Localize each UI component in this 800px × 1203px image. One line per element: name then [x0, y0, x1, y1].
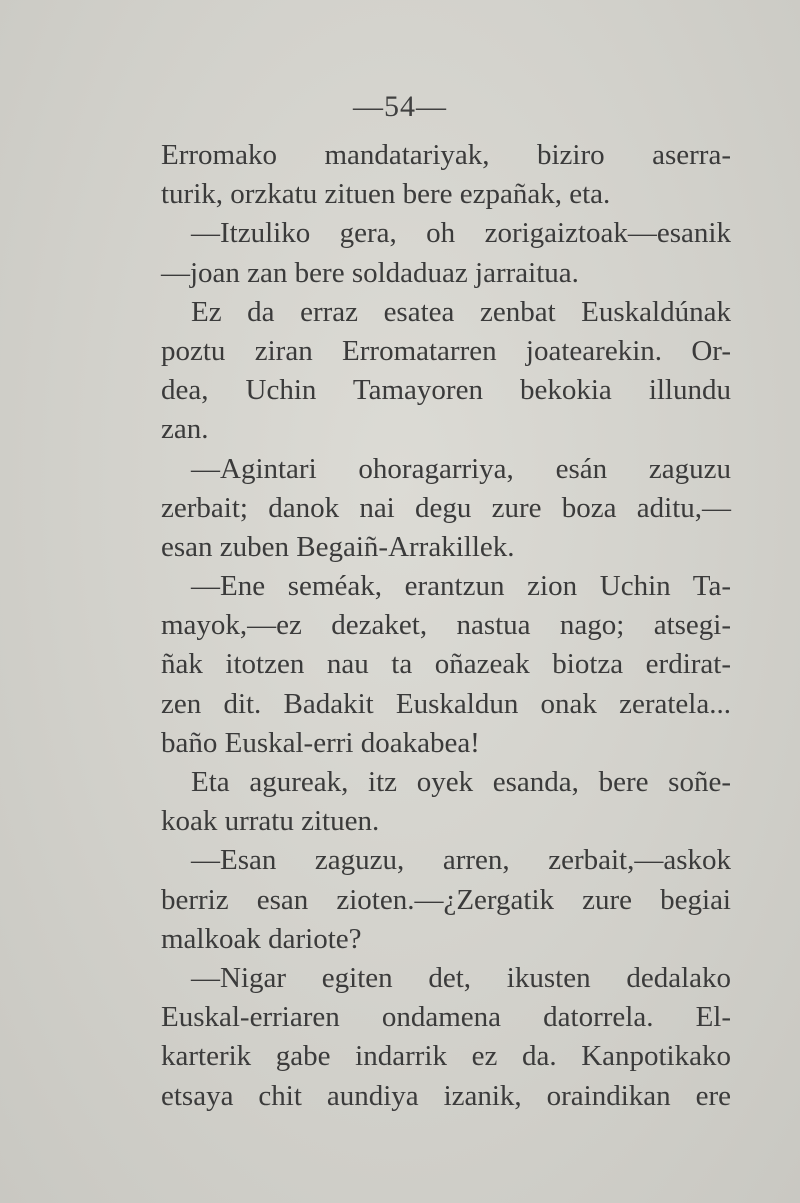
- text-line: karterik gabe indarrik ez da. Kanpotikako: [161, 1040, 731, 1073]
- text-line: Erromako mandatariyak, biziro aserra-: [161, 139, 731, 171]
- text-line: etsaya chit aundiya izanik, oraindikan ere: [161, 1079, 731, 1112]
- text-line: Ez da erraz esatea zenbat Euskaldúnak: [191, 295, 731, 328]
- text-line: turik, orzkatu zituen bere ezpañak, eta.: [161, 178, 611, 211]
- text-line: baño Euskal-erri doakabea!: [161, 726, 480, 759]
- text-line: malkoak dariote?: [161, 922, 362, 955]
- page-number: —54—: [353, 90, 447, 123]
- text-line: Eta agureak, itz oyek esanda, bere soñe-: [191, 766, 731, 798]
- text-line: zan.: [161, 413, 209, 446]
- text-line: ñak itotzen nau ta oñazeak biotza erdirat-: [161, 648, 731, 681]
- text-line: koak urratu zituen.: [161, 805, 380, 838]
- text-line: —Esan zaguzu, arren, zerbait,—askok: [191, 844, 731, 877]
- text-line: Euskal-erriaren ondamena datorrela. El-: [161, 1001, 731, 1034]
- body-text: [161, 136, 731, 1116]
- text-line: zerbait; danok nai degu zure boza aditu,—: [161, 491, 731, 524]
- text-line: —Ene seméak, erantzun zion Uchin Ta-: [191, 570, 731, 603]
- text-line: esan zuben Begaiñ-Arrakillek.: [161, 530, 515, 563]
- text-line: poztu ziran Erromatarren joatearekin. Or-: [161, 334, 731, 367]
- text-line: —Itzuliko gera, oh zorigaiztoak—esanik: [191, 217, 731, 250]
- text-line: berriz esan zioten.—¿Zergatik zure begiai: [161, 883, 731, 916]
- text-line: zen dit. Badakit Euskaldun onak zeratela...: [161, 687, 731, 720]
- text-line: —Agintari ohoragarriya, esán zaguzu: [191, 452, 731, 485]
- text-line: —joan zan bere soldaduaz jarraitua.: [161, 256, 579, 289]
- text-line: dea, Uchin Tamayoren bekokia illundu: [161, 374, 731, 407]
- text-line: —Nigar egiten det, ikusten dedalako: [191, 961, 731, 994]
- text-line: mayok,—ez dezaket, nastua nago; atsegi-: [161, 609, 731, 642]
